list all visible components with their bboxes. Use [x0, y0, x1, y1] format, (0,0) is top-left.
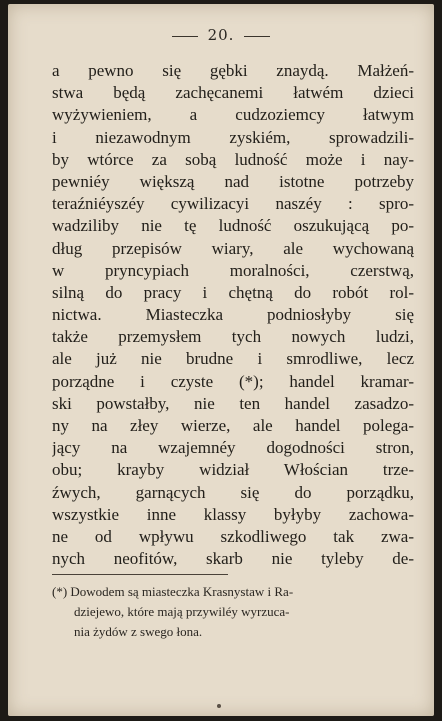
- text-line: ny na złey wierze, ale handel polega-: [52, 416, 414, 435]
- page-header: [8, 26, 434, 44]
- header-rule-left: [172, 36, 198, 37]
- text-line: i niezawodnym zyskiém, sprowadzili-: [52, 127, 414, 147]
- text-line: nictwa. Miasteczka podniosłyby się: [52, 305, 414, 325]
- text-line: porządne i czyste (*); handel kramar-: [52, 371, 414, 391]
- text-line: silną do pracy i chętną do robót rol-: [52, 282, 414, 302]
- text-line: dług przepisów wiary, ale wychowaną: [52, 238, 414, 258]
- text-line: wyżywieniem, a cudzoziemcy łatwym: [52, 105, 414, 125]
- text-line: ne od wpływu szkodliwego tak zwa-: [52, 526, 414, 546]
- printer-dot-mark: [217, 704, 221, 708]
- text-line: wadziliby nie tę ludność oszukującą po-: [52, 216, 414, 236]
- footnote-line: dziejewo, które mają przywiléy wyrzuca-: [74, 604, 290, 619]
- text-line: obu; krayby widział Włościan trze-: [52, 460, 414, 480]
- text-line: by wtórce za sobą ludność może i nay-: [52, 149, 414, 169]
- footnote-separator: [52, 574, 228, 575]
- book-page: [8, 4, 434, 716]
- page-number: 20.: [207, 26, 235, 44]
- footnote: [52, 582, 414, 642]
- main-text: [52, 60, 414, 570]
- text-line: a pewno się gębki znaydą. Małżeń-: [52, 61, 414, 80]
- text-line: ale już nie brudne i smrodliwe, lecz: [52, 349, 414, 369]
- text-line: wszystkie inne klassy byłyby zachowa-: [52, 504, 414, 524]
- text-line: źwych, garnących się do porządku,: [52, 482, 414, 502]
- footnote-line: nia żydów z swego łona.: [74, 624, 203, 639]
- text-line: pewniéy większą nad istotne potrzeby: [52, 171, 414, 191]
- header-rule-right: [244, 36, 270, 37]
- text-line: ski powstałby, nie ten handel zasadzo-: [52, 393, 414, 413]
- text-line: teraźniéyszéy cywilizacyi naszéy : spro-: [52, 194, 414, 214]
- text-line: stwa będą zachęcanemi łatwém dzieci: [52, 83, 414, 103]
- text-line: także przemysłem tych nowych ludzi,: [52, 327, 414, 347]
- text-line: w pryncypiach moralności, czerstwą,: [52, 260, 414, 280]
- text-line: nych neofitów, skarb nie tyleby de-: [52, 549, 414, 569]
- footnote-line: (*) Dowodem są miasteczka Krasnystaw i Ra-: [52, 584, 294, 599]
- text-line: jący na wzajemnéy dogodności stron,: [52, 438, 414, 458]
